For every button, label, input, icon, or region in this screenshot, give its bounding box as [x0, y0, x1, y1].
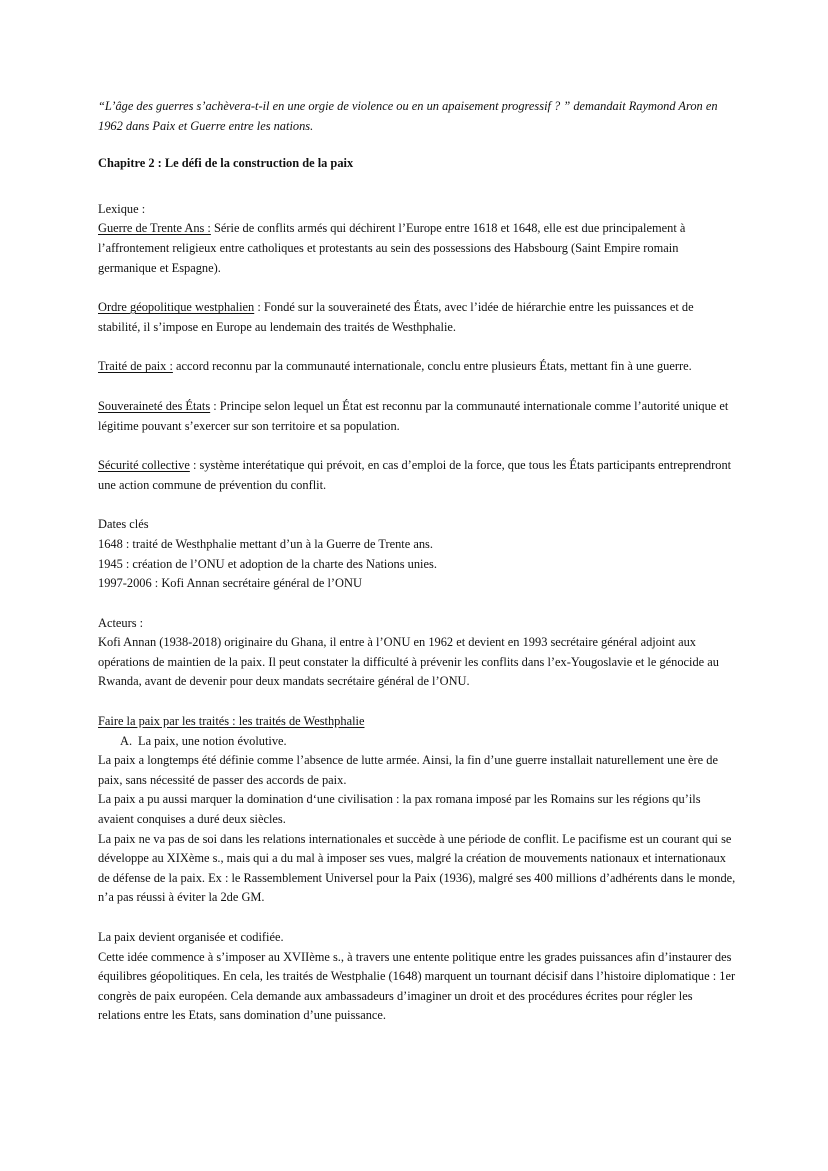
lexique-entry — [98, 357, 738, 377]
acteurs-text: Kofi Annan (1938-2018) originaire du Ghana, il entre à l’ONU en 1962 et devient en 1993 secrétaire général adjoint aux opérations de maintien de la paix. Il peut constater la difficulté à prévenir les conflits dans l’ex-Yougoslavie et le génocide au Rwanda, avant de devenir pour deux mandats secrétaire général de l’ONU. — [98, 635, 719, 689]
document-page — [98, 97, 738, 1026]
body-paragraph: La paix ne va pas de soi dans les relations internationales et succède à une période de conflit. Le pacifisme est un courant qui se développe au XIXème s., mais qui a du mal à imposer ses vues, malgré la création de mouvements nationaux et internationaux de défense de la paix. Ex : le Rassemblement Universel pour la Paix (1936), malgré ses 400 millions d’adhérents dans le monde, n’a pas réussi à éviter la 2de GM. — [98, 831, 736, 905]
paragraph-heading: La paix devient organisée et codifiée. — [98, 930, 284, 944]
lexique-definition: accord reconnu par la communauté internationale, conclu entre plusieurs États, mettant fin à une guerre. — [172, 359, 692, 374]
subsection-title: La paix, une notion évolutive. — [138, 733, 287, 748]
lexique-entry — [98, 456, 738, 495]
lexique-term: Ordre géopolitique westphalien — [98, 300, 255, 315]
acteurs-heading: Acteurs : — [98, 615, 144, 630]
lexique-definition: : Principe selon lequel un État est reconnu par la communauté internationale comme l’autorité unique et légitime pouvant s’exercer sur son territoire et sa population. — [98, 398, 729, 433]
body-paragraph: Cette idée commence à s’imposer au XVIIème s., à travers une entente politique entre les grades puissances afin d’instaurer des équilibres géopolitiques. En cela, les traités de Westphalie (1648) marquent un tournant décisif dans l’histoire diplomatique : 1er congrès de paix européen. Cela demande aux ambassadeurs d’imaginer un droit et des procédures écrites pour régler les relations entre les Etats, sans domination d’une puissance. — [98, 949, 736, 1023]
lexique-entry — [98, 397, 738, 436]
body-paragraph: La paix a longtemps été définie comme l’absence de lutte armée. Ainsi, la fin d’une guerre installait naturellement une ère de paix, sans nécessité de passer des accords de paix. — [98, 753, 718, 787]
lexique-entry — [98, 219, 738, 278]
lexique-term: Sécurité collective — [98, 458, 190, 473]
dates-heading: Dates clés — [98, 517, 149, 532]
lexique-definition: Série de conflits armés qui déchirent l’Europe entre 1618 et 1648, elle est due principalement à l’affrontement religieux entre catholiques et protestants au sein des possessions des Habsbourg (Saint Empire romain germanique et Espagne). — [98, 221, 686, 275]
subsection-heading — [98, 732, 738, 752]
lexique-term: Souveraineté des États — [98, 398, 211, 413]
section-title — [98, 712, 738, 732]
lexique-definition: : Fondé sur la souveraineté des États, avec l’idée de hiérarchie entre les puissances et de stabilité, il s’impose en Europe au lendemain des traités de Westhphalie. — [98, 300, 694, 334]
lexique-term: Traité de paix : — [98, 359, 173, 374]
subsection-label: A. — [120, 733, 133, 748]
section-title-text: Faire la paix par les traités : les traités de Westhphalie — [98, 714, 365, 729]
date-item: 1945 : création de l’ONU et adoption de la charte des Nations unies. — [98, 556, 437, 571]
body-paragraph: La paix a pu aussi marquer la domination d‘une civilisation : la pax romana imposé par les Romains sur les régions qu’ils avaient conquises a duré deux siècles. — [98, 792, 701, 827]
lexique-heading: Lexique : — [98, 201, 146, 216]
lexique-term: Guerre de Trente Ans : — [98, 221, 211, 236]
epigraph-quote: “L’âge des guerres s’achèvera-t-il en une orgie de violence ou en un apaisement progressif ? ” demandait Raymond Aron en 1962 dans Paix et Guerre entre les nations. — [98, 99, 718, 133]
date-item: 1648 : traité de Westhphalie mettant d’un à la Guerre de Trente ans. — [98, 536, 433, 551]
chapter-title: Chapitre 2 : Le défi de la construction de la paix — [98, 156, 354, 171]
date-item: 1997-2006 : Kofi Annan secrétaire général de l’ONU — [98, 576, 362, 591]
lexique-entry — [98, 298, 738, 337]
lexique-definition: : système interétatique qui prévoit, en cas d’emploi de la force, que tous les États participants entreprendront une action commune de prévention du conflit. — [98, 458, 732, 492]
